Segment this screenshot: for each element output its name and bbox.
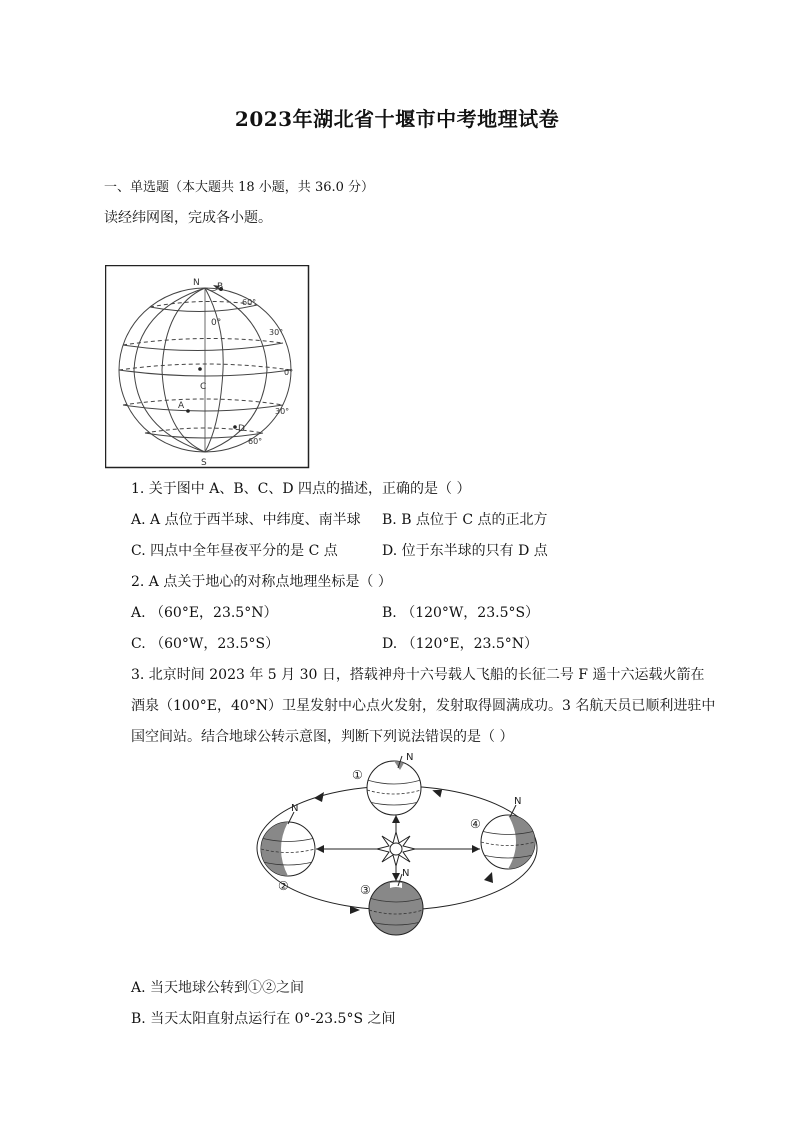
label-north-1: N <box>406 752 414 763</box>
label-prime-meridian: 0° <box>211 318 222 328</box>
q2-option-a: A. （60°E，23.5°N） <box>131 605 278 621</box>
point-a <box>186 409 190 413</box>
label-a: A <box>178 401 185 411</box>
label-position-1: ① <box>352 768 363 782</box>
label-lat-30s: 30° <box>275 407 290 416</box>
page-title: 2023年湖北省十堰市中考地理试卷 <box>234 107 560 131</box>
label-position-2: ② <box>278 879 289 893</box>
q1-option-c: C. 四点中全年昼夜平分的是 C 点 <box>131 543 338 559</box>
label-d: D <box>238 424 245 434</box>
point-c <box>198 367 202 371</box>
q3-option-a: A. 当天地球公转到①②之间 <box>131 980 305 996</box>
orbit-arrow <box>484 872 493 883</box>
q2-option-d: D. （120°E，23.5°N） <box>382 636 538 652</box>
earth-orbit-figure <box>252 748 552 943</box>
label-north-3: N <box>402 868 410 879</box>
sun-icon <box>377 832 415 866</box>
label-lat-0: 0° <box>284 368 294 377</box>
label-s: S <box>201 458 207 468</box>
section-heading: 一、单选题（本大题共 18 小题，共 36.0 分） <box>104 180 375 195</box>
q1-option-d: D. 位于东半球的只有 D 点 <box>382 543 548 559</box>
q2-option-b: B. （120°W，23.5°S） <box>382 605 540 621</box>
label-b: B <box>217 282 224 292</box>
sun-ray-arrow <box>392 815 400 823</box>
q3-option-b: B. 当天太阳直射点运行在 0°-23.5°S 之间 <box>131 1011 396 1027</box>
q1-option-a: A. A 点位于西半球、中纬度、南半球 <box>131 512 361 528</box>
label-north-4: N <box>514 796 522 807</box>
lat-lon-globe-figure <box>105 265 310 469</box>
label-north-2: N <box>291 803 299 814</box>
point-d <box>233 425 237 429</box>
earth-position-1 <box>367 756 421 815</box>
earth-position-2 <box>261 812 315 876</box>
q1-option-b: B. B 点位于 C 点的正北方 <box>382 512 548 528</box>
label-position-3: ③ <box>360 883 371 897</box>
question-3-stem-line-1: 3. 北京时间 2023 年 5 月 30 日，搭载神舟十六号载人飞船的长征二号 F 遥十六运载火箭在 <box>131 667 705 683</box>
question-1-stem: 1. 关于图中 A、B、C、D 四点的描述，正确的是（ ） <box>131 481 471 497</box>
sun-ray-arrow <box>392 873 400 881</box>
label-lat-60s: 60° <box>248 437 263 446</box>
intro-text: 读经纬网图，完成各小题。 <box>104 210 272 226</box>
label-lat-30n: 30° <box>269 328 284 337</box>
label-lat-60n: 60° <box>242 298 257 307</box>
figure-frame <box>106 266 309 468</box>
earth-position-4 <box>481 805 535 869</box>
sun-ray-arrow <box>472 845 480 853</box>
question-3-stem-line-3: 国空间站。结合地球公转示意图，判断下列说法错误的是（ ） <box>131 729 514 745</box>
q2-option-c: C. （60°W，23.5°S） <box>131 636 280 652</box>
label-c: C <box>200 382 207 392</box>
sun-ray-arrow <box>316 845 324 853</box>
earth-position-3 <box>369 874 423 935</box>
question-3-stem-line-2: 酒泉（100°E，40°N）卫星发射中心点火发射，发射取得圆满成功。3 名航天员已顺利进驻中 <box>131 698 716 714</box>
question-2-stem: 2. A 点关于地心的对称点地理坐标是（ ） <box>131 574 392 590</box>
label-n: N <box>193 278 200 288</box>
label-position-4: ④ <box>470 817 481 831</box>
